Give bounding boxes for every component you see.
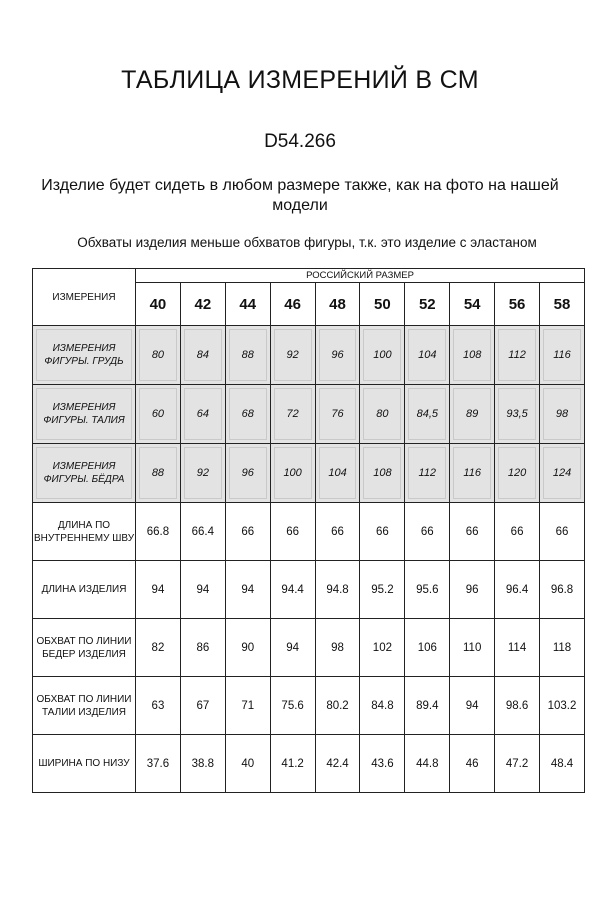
table-cell: [180, 619, 225, 677]
table-cell: [270, 503, 315, 561]
table-cell: [450, 503, 495, 561]
table-cell: [136, 444, 181, 503]
table-cell: [136, 503, 181, 561]
cell-value: 66: [555, 525, 569, 538]
table-cell: [495, 677, 540, 735]
cell-value: 84.8: [371, 699, 394, 712]
table-cell: [315, 444, 360, 503]
cell-value: 94: [465, 699, 479, 712]
table-cell: [270, 444, 315, 503]
cell-value: 47.2: [505, 757, 529, 770]
table-cell: [405, 561, 450, 619]
table-cell: [180, 735, 225, 793]
cell-value: 94: [241, 583, 255, 596]
row-label: [33, 735, 136, 793]
cell-value: 63: [151, 699, 165, 712]
size-group-header: РОССИЙСКИЙ РАЗМЕР: [136, 269, 585, 283]
cell-value: 94.4: [281, 583, 304, 596]
table-cell: [180, 503, 225, 561]
table-cell: [495, 561, 540, 619]
row-label-text: ИЗМЕРЕНИЯ ФИГУРЫ. ГРУДЬ: [36, 329, 132, 381]
size-header-cell: 40: [136, 283, 181, 326]
table-cell: [540, 619, 585, 677]
cell-value: 44.8: [416, 757, 439, 770]
row-label: [33, 619, 136, 677]
table-row: [33, 677, 585, 735]
cell-value: 88: [139, 447, 177, 499]
cell-value: 112: [408, 447, 446, 499]
table-cell: [540, 444, 585, 503]
table-cell: [540, 677, 585, 735]
cell-value: 116: [453, 447, 491, 499]
cell-value: 88: [229, 329, 267, 381]
table-cell: [360, 444, 405, 503]
cell-value: 66: [420, 525, 434, 538]
table-cell: [136, 385, 181, 444]
size-header-cell: 44: [225, 283, 270, 326]
table-cell: [405, 385, 450, 444]
cell-value: 89.4: [416, 699, 439, 712]
table-cell: [360, 677, 405, 735]
cell-value: 116: [543, 329, 581, 381]
cell-value: 82: [151, 641, 165, 654]
table-cell: [270, 735, 315, 793]
cell-value: 76: [319, 388, 357, 440]
table-cell: [540, 385, 585, 444]
cell-value: 100: [363, 329, 401, 381]
cell-value: 98: [331, 641, 344, 654]
cell-value: 124: [543, 447, 581, 499]
table-cell: [405, 326, 450, 385]
cell-value: 108: [363, 447, 401, 499]
row-label: [33, 444, 136, 503]
cell-value: 37.6: [146, 757, 170, 770]
table-row: [33, 561, 585, 619]
table-cell: [405, 444, 450, 503]
cell-value: 66: [465, 525, 479, 538]
cell-value: 102: [372, 641, 392, 654]
table-cell: [180, 561, 225, 619]
table-cell: [136, 735, 181, 793]
size-header-cell: 54: [450, 283, 495, 326]
table-cell: [495, 735, 540, 793]
table-cell: [450, 561, 495, 619]
cell-value: 106: [417, 641, 437, 654]
table-cell: [180, 677, 225, 735]
table-cell: [495, 326, 540, 385]
table-cell: [360, 735, 405, 793]
cell-value: 64: [184, 388, 222, 440]
table-cell: [136, 619, 181, 677]
cell-value: 95.2: [371, 583, 394, 596]
table-cell: [540, 326, 585, 385]
table-cell: [315, 561, 360, 619]
table-cell: [495, 619, 540, 677]
table-cell: [225, 326, 270, 385]
fit-note: Изделие будет сидеть в любом размере также, как на фото на нашей модели: [41, 177, 559, 214]
table-cell: [225, 503, 270, 561]
table-cell: [405, 735, 450, 793]
table-cell: [450, 326, 495, 385]
size-header-cell: 56: [495, 283, 540, 326]
row-label-text: ИЗМЕРЕНИЯ ФИГУРЫ. БЁДРА: [36, 447, 132, 499]
cell-value: 103.2: [547, 699, 577, 712]
table-cell: [270, 677, 315, 735]
row-label-text: ШИРИНА ПО НИЗУ: [38, 758, 130, 769]
table-cell: [180, 385, 225, 444]
size-header-cell: 42: [180, 283, 225, 326]
cell-value: 92: [274, 329, 312, 381]
size-header-cell: 58: [540, 283, 585, 326]
cell-value: 48.4: [550, 757, 574, 770]
cell-value: 71: [241, 699, 255, 712]
table-cell: [315, 677, 360, 735]
cell-value: 104: [408, 329, 446, 381]
row-label-text: ОБХВАТ ПО ЛИНИИ БЕДЕР ИЗДЕЛИЯ: [36, 635, 132, 660]
cell-value: 66: [286, 525, 300, 538]
cell-value: 66: [376, 525, 389, 538]
row-label: [33, 561, 136, 619]
table-cell: [405, 503, 450, 561]
size-header-cell: 46: [270, 283, 315, 326]
article-code: D54.266: [264, 131, 336, 152]
cell-value: 89: [453, 388, 491, 440]
table-cell: [360, 326, 405, 385]
table-cell: [225, 735, 270, 793]
cell-value: 80.2: [326, 699, 349, 712]
cell-value: 92: [184, 447, 222, 499]
table-cell: [495, 444, 540, 503]
row-label-text: ДЛИНА ПО ВНУТРЕННЕМУ ШВУ: [33, 519, 135, 544]
stretch-note: Обхваты изделия меньше обхватов фигуры, т.к. это изделие с эластаном: [77, 235, 537, 250]
cell-value: 98: [543, 388, 581, 440]
table-cell: [360, 561, 405, 619]
cell-value: 100: [274, 447, 312, 499]
cell-value: 84,5: [408, 388, 446, 440]
row-label: [33, 677, 136, 735]
cell-value: 118: [552, 641, 572, 654]
cell-value: 46: [465, 757, 479, 770]
cell-value: 90: [241, 641, 255, 654]
table-cell: [225, 619, 270, 677]
cell-value: 66: [510, 525, 524, 538]
table-cell: [270, 561, 315, 619]
table-row: [33, 326, 585, 385]
table-cell: [180, 444, 225, 503]
row-label: [33, 503, 136, 561]
table-cell: [540, 561, 585, 619]
table-cell: [450, 385, 495, 444]
row-label-text: ОБХВАТ ПО ЛИНИИ ТАЛИИ ИЗДЕЛИЯ: [36, 693, 132, 718]
table-cell: [270, 619, 315, 677]
cell-value: 86: [196, 641, 210, 654]
cell-value: 41.2: [281, 757, 304, 770]
table-cell: [540, 735, 585, 793]
table-row: [33, 735, 585, 793]
table-cell: [225, 444, 270, 503]
size-header-cell: 52: [405, 283, 450, 326]
cell-value: 66: [331, 525, 344, 538]
size-header-cell: 50: [360, 283, 405, 326]
cell-value: 96.8: [550, 583, 574, 596]
row-label-text: ИЗМЕРЕНИЯ ФИГУРЫ. ТАЛИЯ: [36, 388, 132, 440]
cell-value: 110: [463, 641, 482, 654]
table-cell: [315, 326, 360, 385]
table-cell: [360, 619, 405, 677]
size-table: [32, 268, 585, 793]
cell-value: 84: [184, 329, 222, 381]
cell-value: 95.6: [416, 583, 439, 596]
cell-value: 104: [319, 447, 357, 499]
table-cell: [495, 385, 540, 444]
table-cell: [450, 619, 495, 677]
table-cell: [540, 503, 585, 561]
table-cell: [315, 385, 360, 444]
table-row: [33, 619, 585, 677]
cell-value: 66.4: [191, 525, 215, 538]
cell-value: 67: [196, 699, 210, 712]
cell-value: 96.4: [505, 583, 529, 596]
cell-value: 96: [319, 329, 357, 381]
cell-value: 96: [465, 583, 479, 596]
cell-value: 66: [241, 525, 255, 538]
table-cell: [225, 561, 270, 619]
table-cell: [450, 735, 495, 793]
cell-value: 43.6: [371, 757, 394, 770]
cell-value: 80: [139, 329, 177, 381]
table-cell: [495, 503, 540, 561]
cell-value: 40: [241, 757, 255, 770]
cell-value: 93,5: [498, 388, 536, 440]
table-row: [33, 503, 585, 561]
table-cell: [225, 385, 270, 444]
table-row: [33, 444, 585, 503]
table-cell: [180, 326, 225, 385]
cell-value: 98.6: [505, 699, 529, 712]
table-cell: [270, 385, 315, 444]
cell-value: 60: [139, 388, 177, 440]
table-cell: [450, 677, 495, 735]
table-cell: [270, 326, 315, 385]
table-cell: [136, 677, 181, 735]
table-cell: [136, 561, 181, 619]
cell-value: 120: [498, 447, 536, 499]
cell-value: 68: [229, 388, 267, 440]
table-cell: [360, 385, 405, 444]
page-title: ТАБЛИЦА ИЗМЕРЕНИЙ В СМ: [121, 66, 479, 94]
table-cell: [315, 735, 360, 793]
cell-value: 114: [507, 641, 527, 654]
cell-value: 108: [453, 329, 491, 381]
cell-value: 38.8: [191, 757, 215, 770]
cell-value: 75.6: [281, 699, 304, 712]
table-cell: [136, 326, 181, 385]
table-cell: [315, 503, 360, 561]
row-label: [33, 385, 136, 444]
table-cell: [225, 677, 270, 735]
table-cell: [450, 444, 495, 503]
row-label-text: ДЛИНА ИЗДЕЛИЯ: [41, 584, 127, 595]
cell-value: 66.8: [146, 525, 170, 538]
cell-value: 72: [274, 388, 312, 440]
cell-value: 94: [286, 641, 300, 654]
cell-value: 94: [151, 583, 165, 596]
cell-value: 94: [196, 583, 210, 596]
table-cell: [315, 619, 360, 677]
table-row: [33, 385, 585, 444]
table-cell: [405, 619, 450, 677]
cell-value: 80: [363, 388, 401, 440]
measure-header: ИЗМЕРЕНИЯ: [33, 269, 136, 326]
row-label: [33, 326, 136, 385]
cell-value: 112: [498, 329, 536, 381]
table-cell: [405, 677, 450, 735]
cell-value: 96: [229, 447, 267, 499]
size-header-cell: 48: [315, 283, 360, 326]
cell-value: 94.8: [326, 583, 349, 596]
cell-value: 42.4: [326, 757, 349, 770]
table-cell: [360, 503, 405, 561]
